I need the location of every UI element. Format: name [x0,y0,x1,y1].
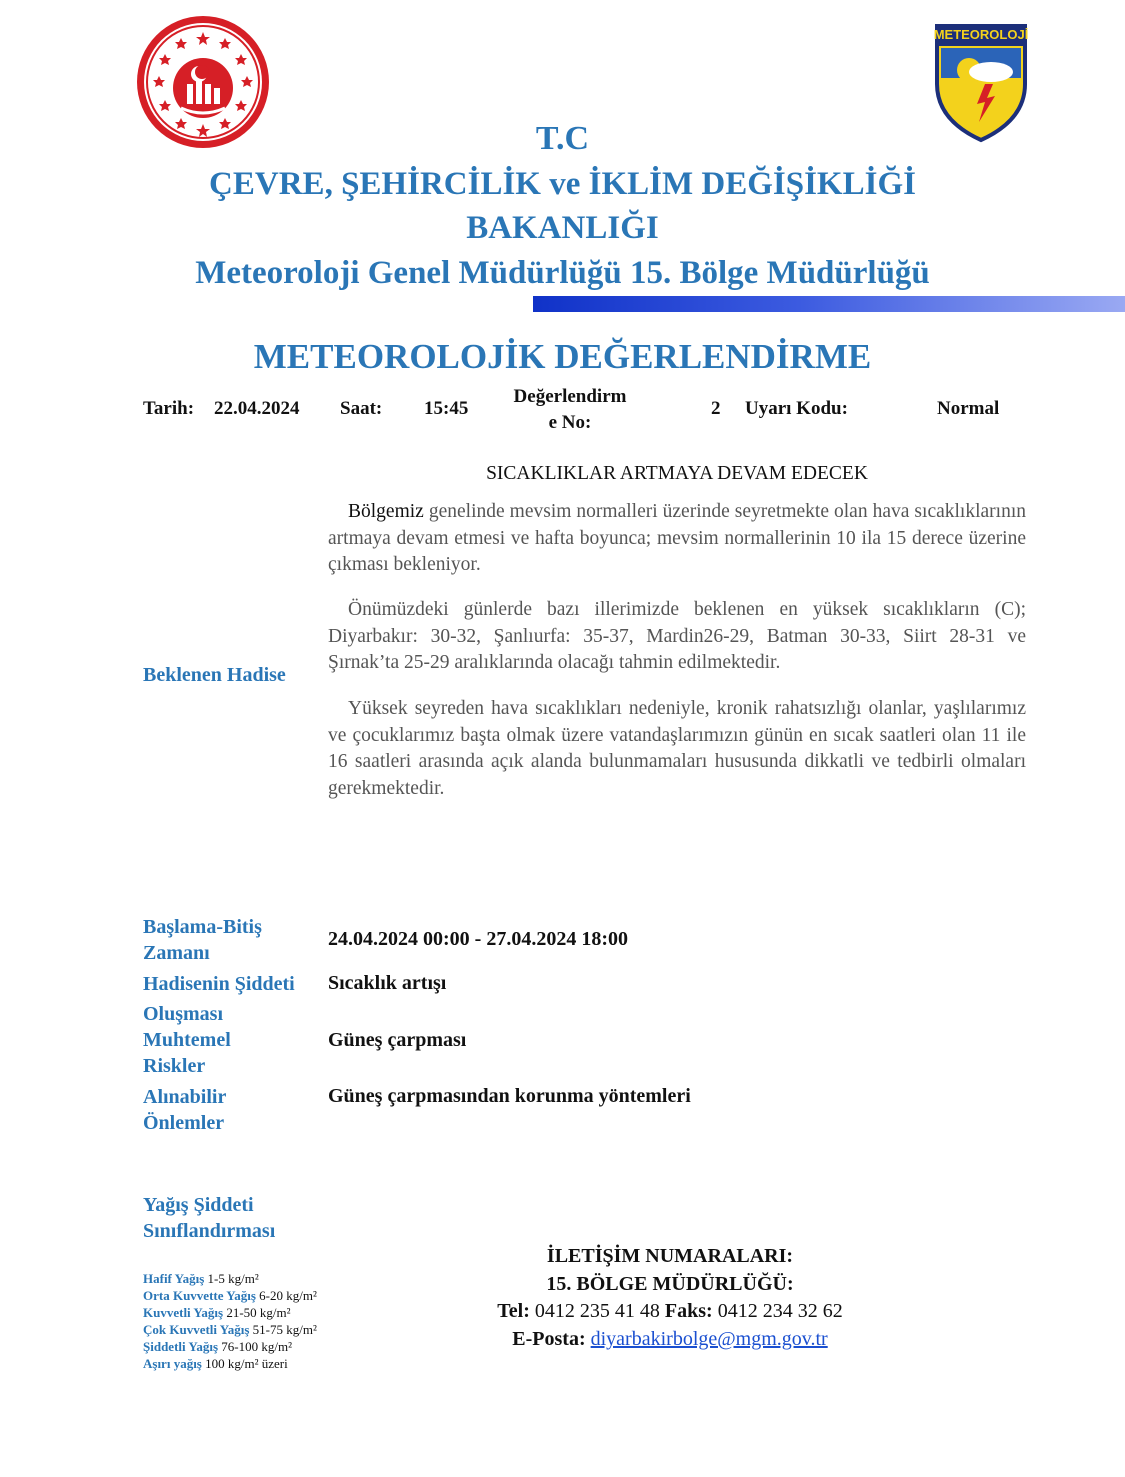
event-paragraph-1-rest: genelinde mevsim normalleri üzerinde seyretmekte olan hava sıcaklıklarının artmaya devam etmesi ve hafta boyunca; mevsim normallerinin 10 ila 15 derece üzerine çıkması bekleniyor. [328,501,1026,575]
fax-label: Faks: [664,1300,713,1322]
period-label [143,914,262,966]
rain-scale-item [143,1338,328,1355]
rain-scale-item-range: 1-5 kg/m² [204,1271,259,1286]
document-title: METEOROLOJİK DEĞERLENDİRME [253,337,872,376]
date-value: 22.04.2024 [214,398,300,419]
rain-scale-item-name: Aşırı yağış [143,1356,202,1371]
rain-scale-item-name: Hafif Yağış [143,1271,205,1286]
decorative-gradient-bar [533,296,1125,312]
risks-label [143,1001,231,1079]
event-paragraph-2: Önümüzdeki günlerde bazı illerimizde beklenen en yüksek sıcaklıkların (C); Diyarbakır: 30-32, Şanlıurfa: 35-37, Mardin26-29, Batman 30-33, Siirt 28-31 ve Şırnak’ta 25-29 aralıklarında olacağı tahmin edilmektedir. [328,599,1026,673]
event-paragraph-1 [328,499,1026,579]
contact-email [440,1328,900,1351]
rain-scale-title-1: Yağış Şiddeti [143,1194,254,1216]
expected-event-label: Beklenen Hadise [143,664,286,686]
rain-scale-item-range: 6-20 kg/m² [255,1288,317,1303]
risks-value: Güneş çarpması [328,1029,467,1051]
rain-scale-item-range: 100 kg/m² üzeri [201,1356,288,1371]
event-headline: SICAKLIKLAR ARTMAYA DEVAM EDECEK [486,463,868,484]
measures-label-1: Alınabilir [143,1086,227,1108]
rain-scale-item [143,1304,328,1321]
severity-label: Hadisenin Şiddeti [143,973,295,995]
contact-title: İLETİŞİM NUMARALARI: [546,1245,794,1267]
eval-no-label-2: e No: [548,412,592,433]
measures-value: Güneş çarpmasından korunma yöntemleri [328,1085,691,1107]
date-label: Tarih: [143,398,195,419]
header-directorate: Meteoroloji Genel Müdürlüğü 15. Bölge Müdürlüğü [195,255,930,291]
logo-right-text: METEOROLOJİ [933,27,1029,42]
rain-scale-title-2: Sınıflandırması [143,1220,276,1242]
rain-scale-item [143,1287,328,1304]
tel-label: Tel: [497,1300,530,1322]
rain-scale-list [143,1270,328,1372]
warning-code-value: Normal [937,398,1000,419]
risks-label-3: Riskler [143,1055,206,1077]
time-value: 15:45 [424,398,469,419]
event-paragraph-3: Yüksek seyreden hava sıcaklıkları nedeniyle, kronik rahatsızlığı olanlar, yaşlılarımız ve çocuklarımız başta olmak üzere vatandaşlarımızın günün en sıcak saatleri olan 11 ile 16 saatleri arasında açık alanda bulunmamaları hususunda dikkatli ve tedbirli olmaları gerekmektedir. [328,698,1026,799]
fax-value: 0412 234 32 62 [712,1300,843,1322]
period-label-2: Zamanı [143,942,210,964]
header-tc: T.C [535,120,590,157]
rain-scale-item-name: Orta Kuvvette Yağış [143,1288,256,1303]
rain-scale-item [143,1355,328,1372]
event-paragraph-1-lead: Bölgemiz [348,501,424,522]
rain-scale-title [143,1192,275,1244]
measures-label-2: Önlemler [143,1112,225,1134]
warning-code-label: Uyarı Kodu: [745,398,848,419]
tel-value: 0412 235 41 48 [529,1300,665,1322]
rain-scale-item [143,1270,328,1287]
header-ministry-line1: ÇEVRE, ŞEHİRCİLİK ve İKLİM DEĞİŞİKLİĞİ [209,166,916,202]
measures-label [143,1084,226,1136]
rain-scale-item-range: 51-75 kg/m² [249,1322,317,1337]
time-label: Saat: [340,398,383,419]
rain-scale-item-range: 21-50 kg/m² [223,1305,291,1320]
email-label: E-Posta: [512,1328,586,1350]
eval-no-label-1: Değerlendirm [513,386,627,407]
period-value: 24.04.2024 00:00 - 27.04.2024 18:00 [328,928,628,950]
contact-phones [440,1300,900,1323]
risks-label-2: Muhtemel [143,1029,231,1051]
rain-scale-item [143,1321,328,1338]
rain-scale-item-name: Çok Kuvvetli Yağış [143,1322,250,1337]
rain-scale-item-range: 76-100 kg/m² [218,1339,292,1354]
contact-office: 15. BÖLGE MÜDÜRLÜĞÜ: [546,1273,794,1295]
risks-label-1: Oluşması [143,1003,224,1025]
rain-scale-item-name: Kuvvetli Yağış [143,1305,224,1320]
header-ministry-line2: BAKANLIĞI [466,210,659,246]
severity-value: Sıcaklık artışı [328,972,447,994]
rain-scale-item-name: Şiddetli Yağış [143,1339,219,1354]
email-link[interactable]: diyarbakirbolge@mgm.gov.tr [590,1328,828,1350]
period-label-1: Başlama-Bitiş [143,916,262,938]
eval-no-label [497,384,643,436]
eval-no-value: 2 [711,398,721,419]
